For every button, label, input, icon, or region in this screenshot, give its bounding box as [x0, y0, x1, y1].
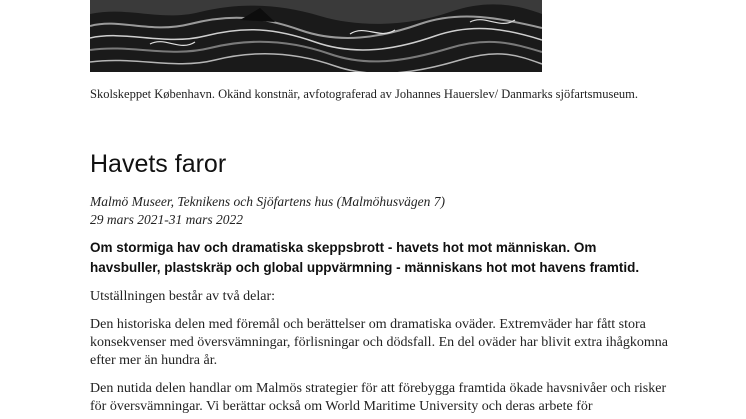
page-title: Havets faror	[90, 150, 227, 178]
body-paragraph-1: Utställningen består av två delar:	[90, 289, 276, 304]
lead-paragraph: Om stormiga hav och dramatiska skeppsbrott - havets hot mot människan. Om havsbuller, plastskräp och global uppvärmning - människans hot mot havens framtid.	[90, 240, 640, 275]
exhibition-venue: Malmö Museer, Teknikens och Sjöfartens hus (Malmöhusvägen 7)	[90, 194, 445, 209]
image-caption: Skolskeppet København. Okänd konstnär, avfotograferad av Johannes Hauerslev/ Danmarks sjöfartsmuseum.	[90, 87, 638, 101]
body-paragraph-3: Den nutida delen handlar om Malmös strategier för att förebygga framtida ökade havsnivåer och risker för översvämningar. Vi berättar också om World Maritime University och deras arbete för	[90, 381, 667, 414]
exhibition-dates: 29 mars 2021-31 mars 2022	[90, 212, 244, 227]
sea-waves-graphic	[90, 0, 542, 72]
stormy-sea-painting	[90, 0, 542, 72]
body-paragraph-2: Den historiska delen med föremål och berättelser om dramatiska oväder. Extremväder har fått stora konsekvenser med översvämningar, förlisningar och dödsfall. En del oväder har blivit extra ihågkomna efter mer än hundra år.	[90, 317, 668, 368]
